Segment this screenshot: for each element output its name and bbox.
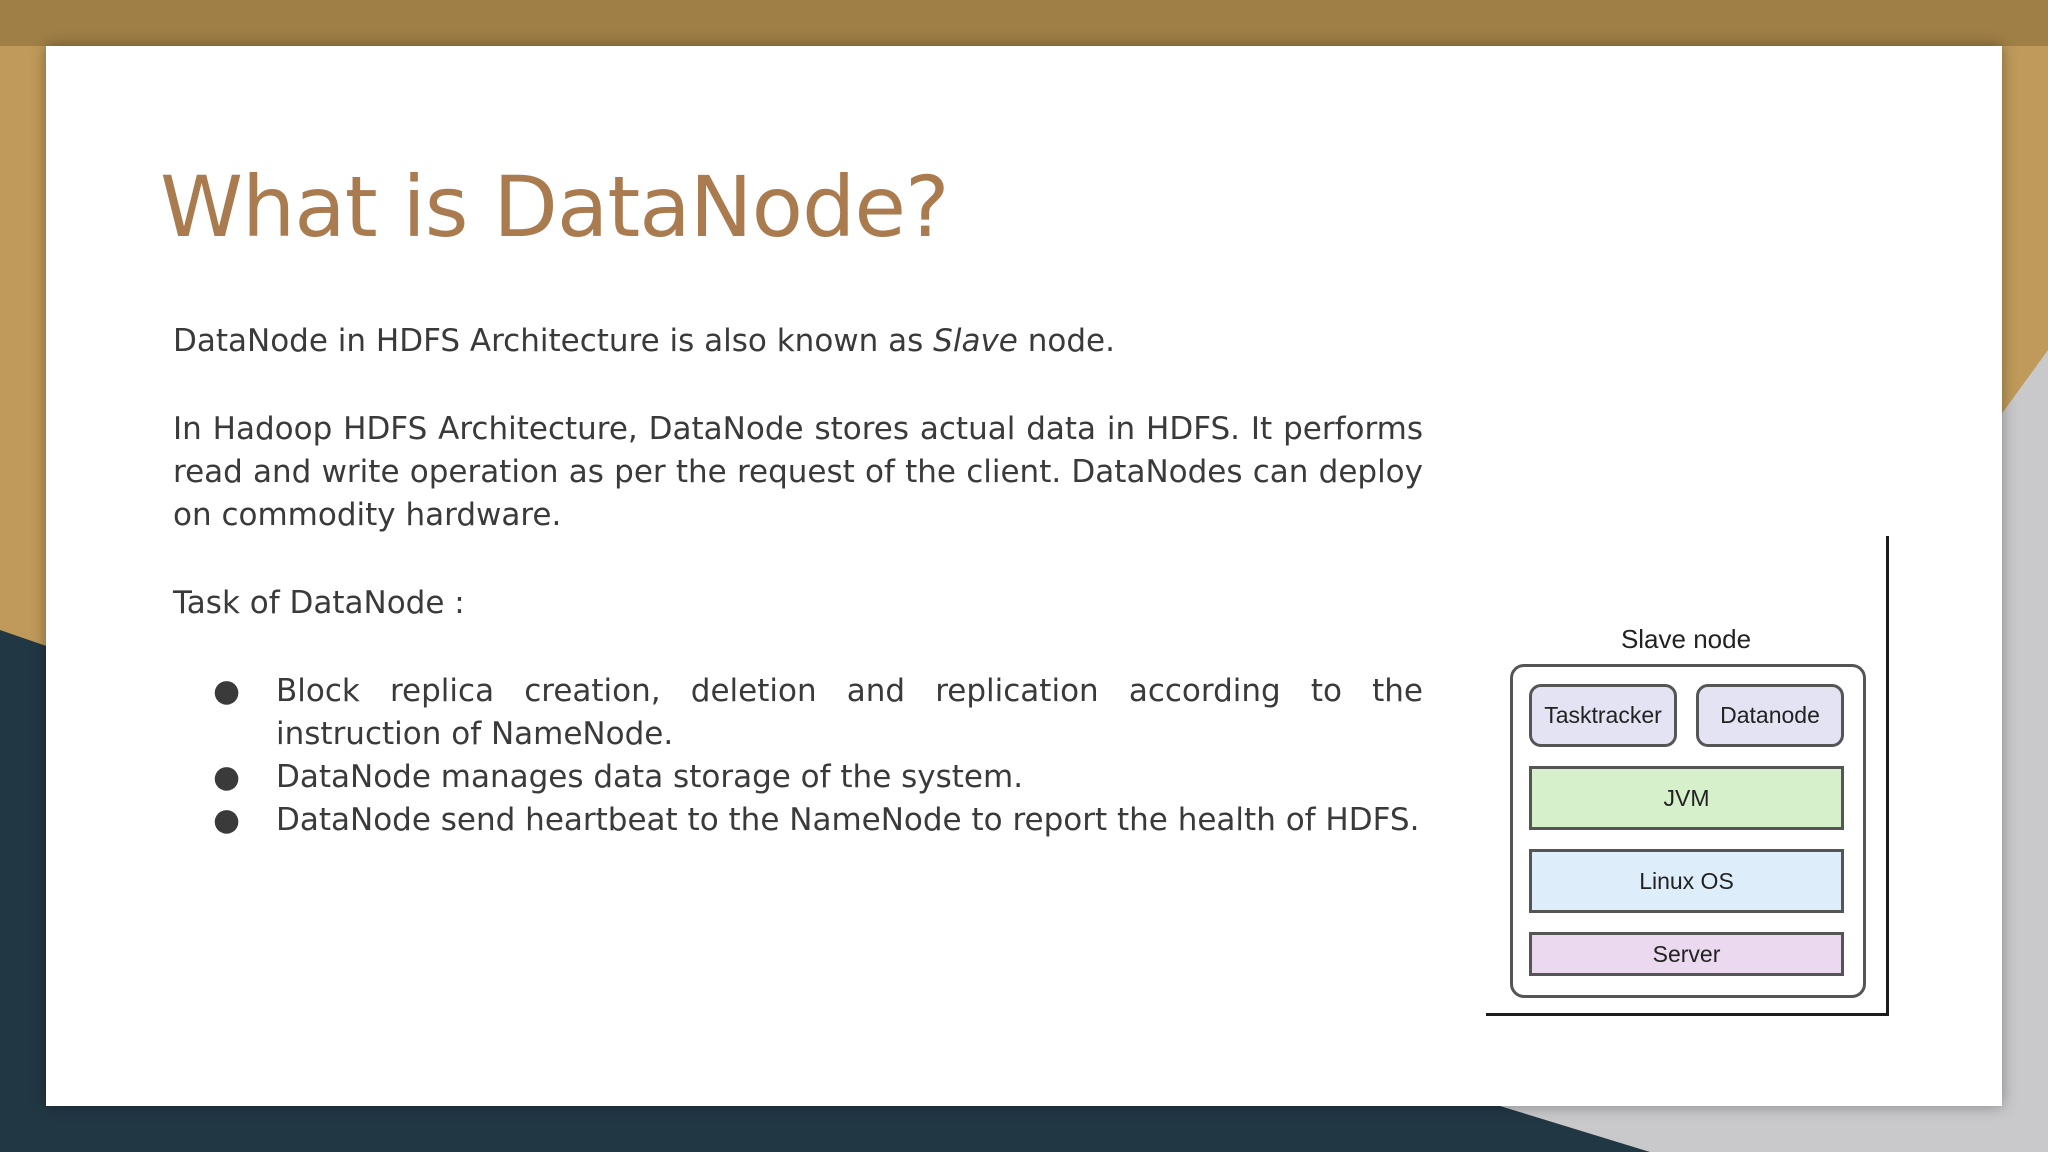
task-list-item: [173, 670, 1423, 756]
bullet-icon: ●: [213, 802, 241, 838]
task-text: DataNode send heartbeat to the NameNode to report the health of HDFS.: [276, 802, 1420, 838]
task-list: [173, 670, 1423, 842]
background-gold-band: [0, 0, 2048, 46]
diagram-border-right: [1886, 536, 1889, 1016]
task-list-item: [173, 756, 1423, 799]
linux-os-layer: Linux OS: [1529, 849, 1844, 913]
jvm-layer: JVM: [1529, 766, 1844, 830]
slide-body: [173, 320, 1423, 842]
slide-title: What is DataNode?: [160, 158, 949, 256]
server-layer: Server: [1529, 932, 1844, 976]
intro-text-italic: Slave: [933, 323, 1018, 359]
tasks-heading: Task of DataNode :: [173, 585, 465, 621]
intro-text-start: DataNode in HDFS Architecture is also known as: [173, 323, 934, 359]
intro-paragraph: [173, 320, 1423, 363]
task-text: DataNode manages data storage of the system.: [276, 759, 1024, 795]
datanode-block: Datanode: [1696, 684, 1844, 747]
task-list-item: [173, 799, 1423, 842]
description-paragraph: In Hadoop HDFS Architecture, DataNode stores actual data in HDFS. It performs read and write operation as per the request of the client. DataNodes can deploy on commodity hardware.: [173, 411, 1423, 533]
bullet-icon: ●: [213, 673, 241, 709]
task-text: Block replica creation, deletion and replication according to the instruction of NameNode.: [276, 673, 1423, 752]
bullet-icon: ●: [213, 759, 241, 795]
diagram-title: Slave node: [1620, 624, 1752, 654]
slave-node-diagram: [1486, 536, 1890, 1016]
diagram-border-bottom: [1486, 1013, 1889, 1016]
tasktracker-block: Tasktracker: [1529, 684, 1677, 747]
intro-text-end: node.: [1017, 323, 1115, 359]
